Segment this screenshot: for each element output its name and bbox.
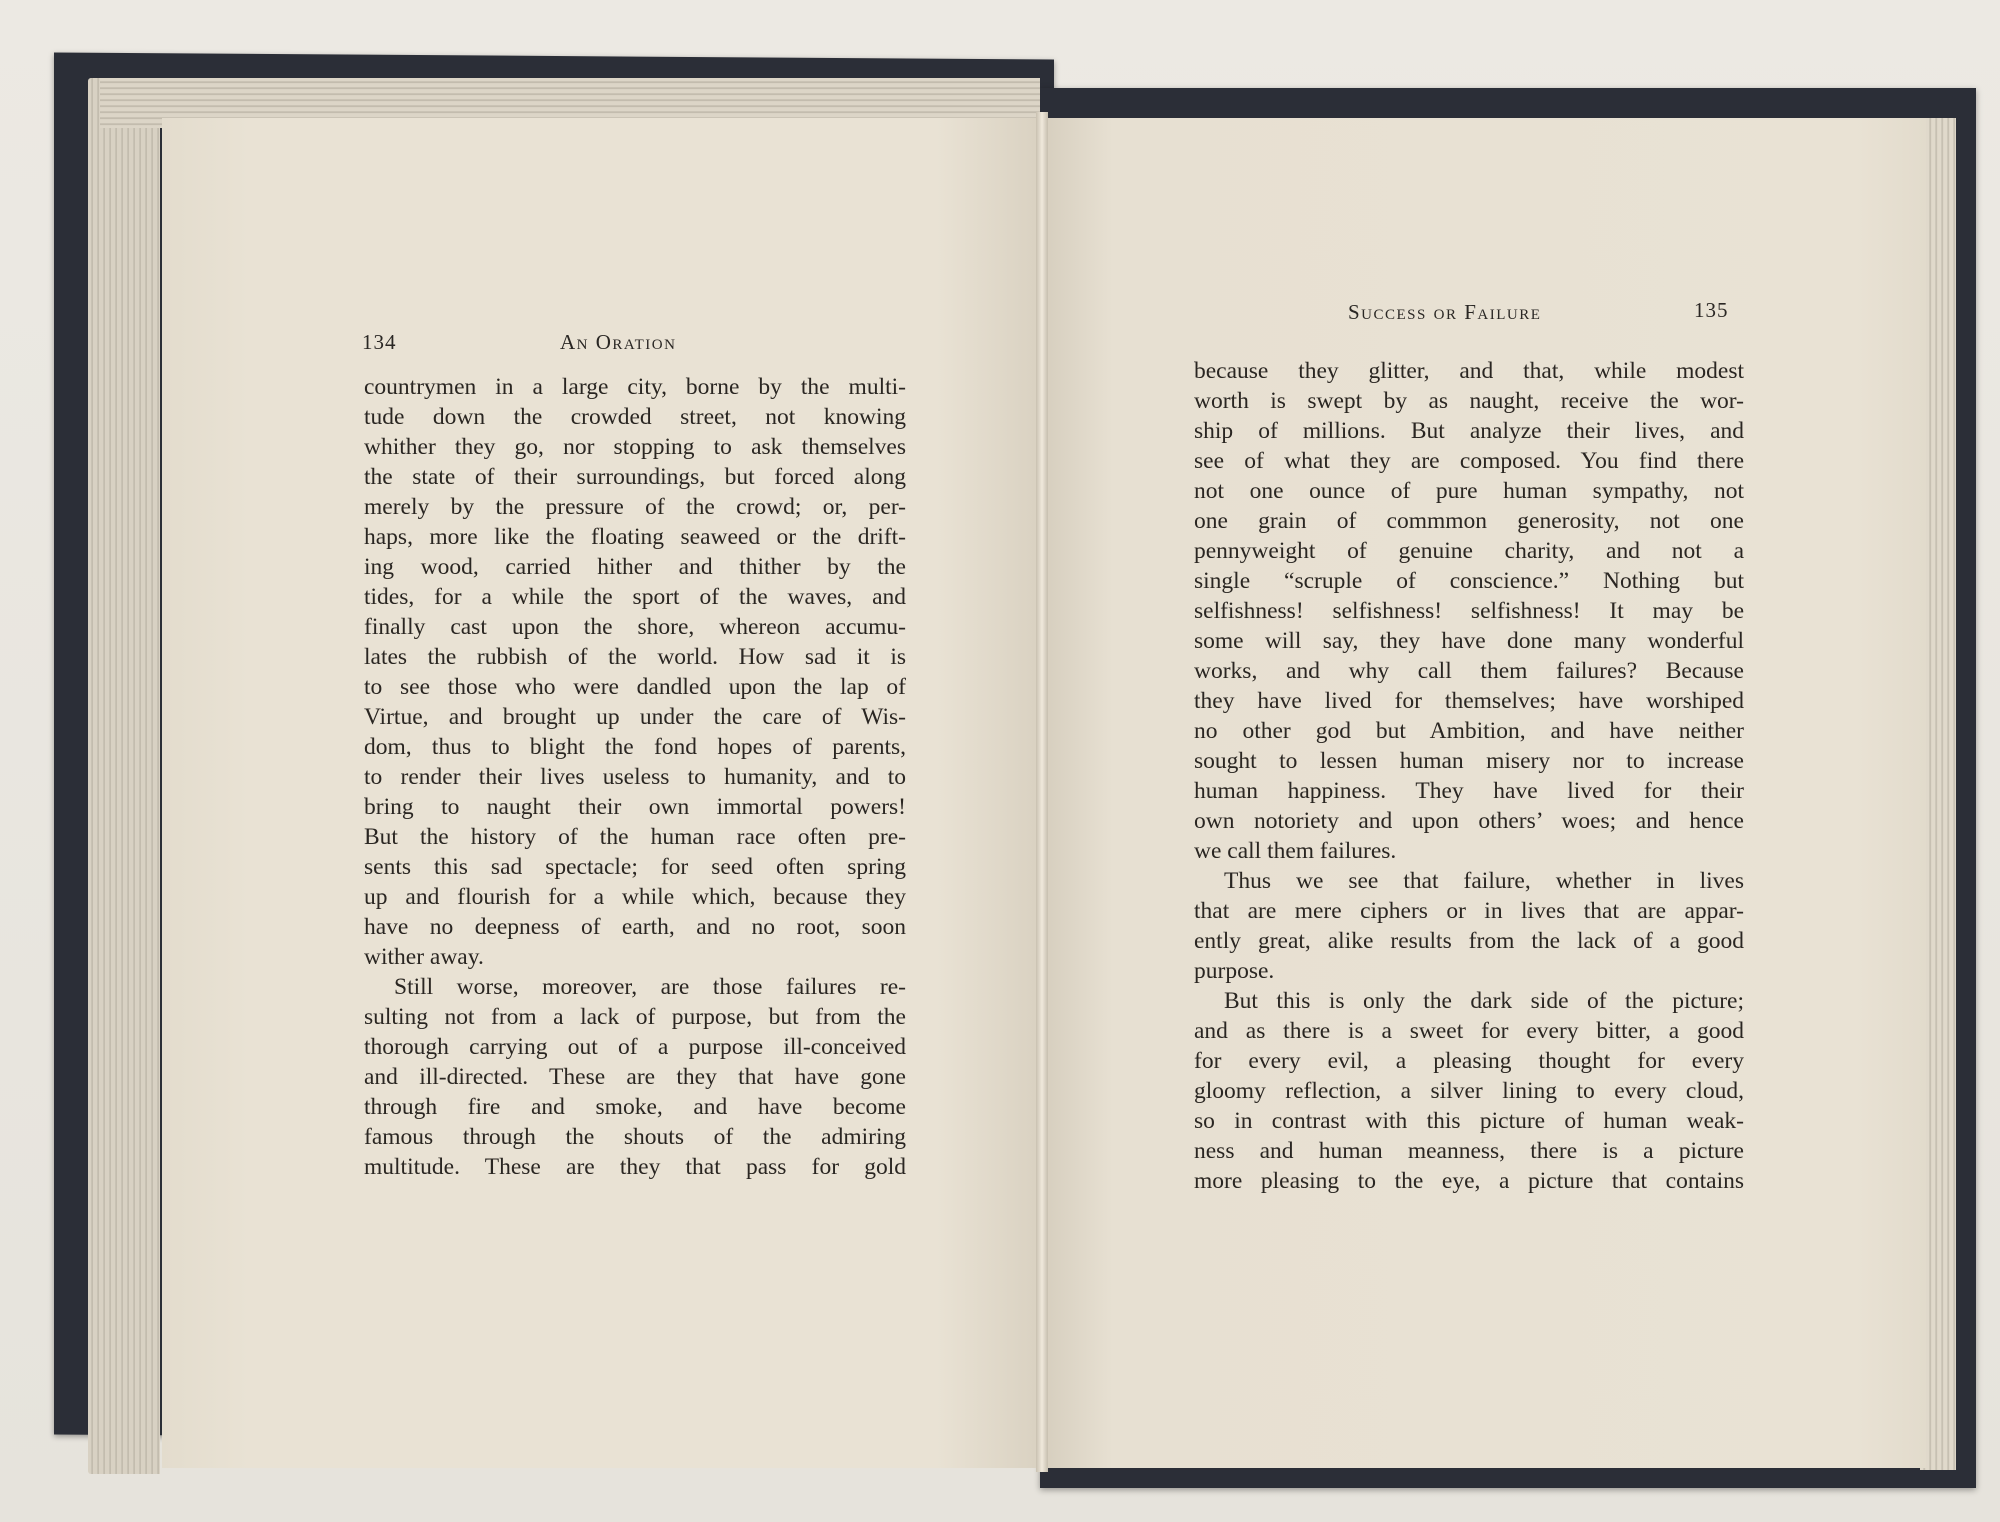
text-line: ently great, alike results from the lack of a good	[1194, 928, 1744, 954]
text-line: see of what they are composed. You find there	[1194, 448, 1744, 474]
text-line: lates the rubbish of the world. How sad it is	[364, 644, 906, 670]
text-line: Still worse, moreover, are those failures re-	[394, 974, 906, 1000]
left-page-number	[362, 330, 397, 355]
text-line: to render their lives useless to humanity, and to	[364, 764, 906, 790]
right-page-body	[1194, 356, 1744, 1196]
text-line: countrymen in a large city, borne by the multi-	[364, 374, 906, 400]
text-line: the state of their surroundings, but forced along	[364, 464, 906, 490]
text-line: selfishness! selfishness! selfishness! It may be	[1194, 598, 1744, 624]
text-line: some will say, they have done many wonderful	[1194, 628, 1744, 654]
text-line: more pleasing to the eye, a picture that contains	[1194, 1168, 1744, 1194]
text-line: ness and human meanness, there is a picture	[1194, 1138, 1744, 1164]
text-line: so in contrast with this picture of human weak-	[1194, 1108, 1744, 1134]
text-line: sents this sad spectacle; for seed often spring	[364, 854, 906, 880]
running-title: An Oration	[560, 330, 677, 354]
running-title: Success or Failure	[1348, 300, 1542, 324]
text-line: tude down the crowded street, not knowing	[364, 404, 906, 430]
left-page-body	[364, 372, 906, 1182]
text-line: single “scruple of conscience.” Nothing but	[1194, 568, 1744, 594]
text-line: purpose.	[1194, 958, 1275, 984]
text-line: But this is only the dark side of the picture;	[1224, 988, 1744, 1014]
text-line: finally cast upon the shore, whereon accumu-	[364, 614, 906, 640]
text-line: ship of millions. But analyze their lives, and	[1194, 418, 1744, 444]
text-line: up and flourish for a while which, because they	[364, 884, 906, 910]
text-line: because they glitter, and that, while modest	[1194, 358, 1744, 384]
text-line: wither away.	[364, 944, 484, 970]
text-line: have no deepness of earth, and no root, soon	[364, 914, 906, 940]
text-line: sought to lessen human misery nor to increase	[1194, 748, 1744, 774]
text-line: own notoriety and upon others’ woes; and hence	[1194, 808, 1744, 834]
right-page-number	[1694, 298, 1729, 323]
text-line: Virtue, and brought up under the care of Wis-	[364, 704, 906, 730]
text-line: famous through the shouts of the admiring	[364, 1124, 906, 1150]
text-line: no other god but Ambition, and have neither	[1194, 718, 1744, 744]
text-line: gloomy reflection, a silver lining to every cloud,	[1194, 1078, 1744, 1104]
text-line: human happiness. They have lived for their	[1194, 778, 1744, 804]
text-line: for every evil, a pleasing thought for every	[1194, 1048, 1744, 1074]
text-line: works, and why call them failures? Because	[1194, 658, 1744, 684]
text-line: merely by the pressure of the crowd; or, per-	[364, 494, 906, 520]
text-line: worth is swept by as naught, receive the wor-	[1194, 388, 1744, 414]
text-line: and ill-directed. These are they that have gone	[364, 1064, 906, 1090]
text-line: we call them failures.	[1194, 838, 1397, 864]
page-number: 134	[362, 330, 397, 354]
text-line: and as there is a sweet for every bitter, a good	[1194, 1018, 1744, 1044]
text-line: But the history of the human race often pre-	[364, 824, 906, 850]
text-line: thorough carrying out of a purpose ill-conceived	[364, 1034, 906, 1060]
text-line: Thus we see that failure, whether in lives	[1224, 868, 1744, 894]
text-line: tides, for a while the sport of the waves, and	[364, 584, 906, 610]
text-line: haps, more like the floating seaweed or the drift-	[364, 524, 906, 550]
page-edges-left	[88, 78, 160, 1474]
text-line: dom, thus to blight the fond hopes of parents,	[364, 734, 906, 760]
left-running-title	[560, 330, 676, 355]
text-line: bring to naught their own immortal powers!	[364, 794, 906, 820]
text-line: they have lived for themselves; have worshiped	[1194, 688, 1744, 714]
page-number: 135	[1694, 298, 1729, 322]
text-line: that are mere ciphers or in lives that are appar-	[1194, 898, 1744, 924]
text-line: to see those who were dandled upon the lap of	[364, 674, 906, 700]
right-running-title	[1348, 300, 1541, 325]
text-line: sulting not from a lack of purpose, but from the	[364, 1004, 906, 1030]
text-line: whither they go, nor stopping to ask themselves	[364, 434, 906, 460]
text-line: pennyweight of genuine charity, and not a	[1194, 538, 1744, 564]
book-gutter	[1036, 112, 1048, 1472]
text-line: through fire and smoke, and have become	[364, 1094, 906, 1120]
text-line: not one ounce of pure human sympathy, not	[1194, 478, 1744, 504]
text-line: multitude. These are they that pass for gold	[364, 1154, 906, 1180]
text-line: one grain of commmon generosity, not one	[1194, 508, 1744, 534]
text-line: ing wood, carried hither and thither by the	[364, 554, 906, 580]
